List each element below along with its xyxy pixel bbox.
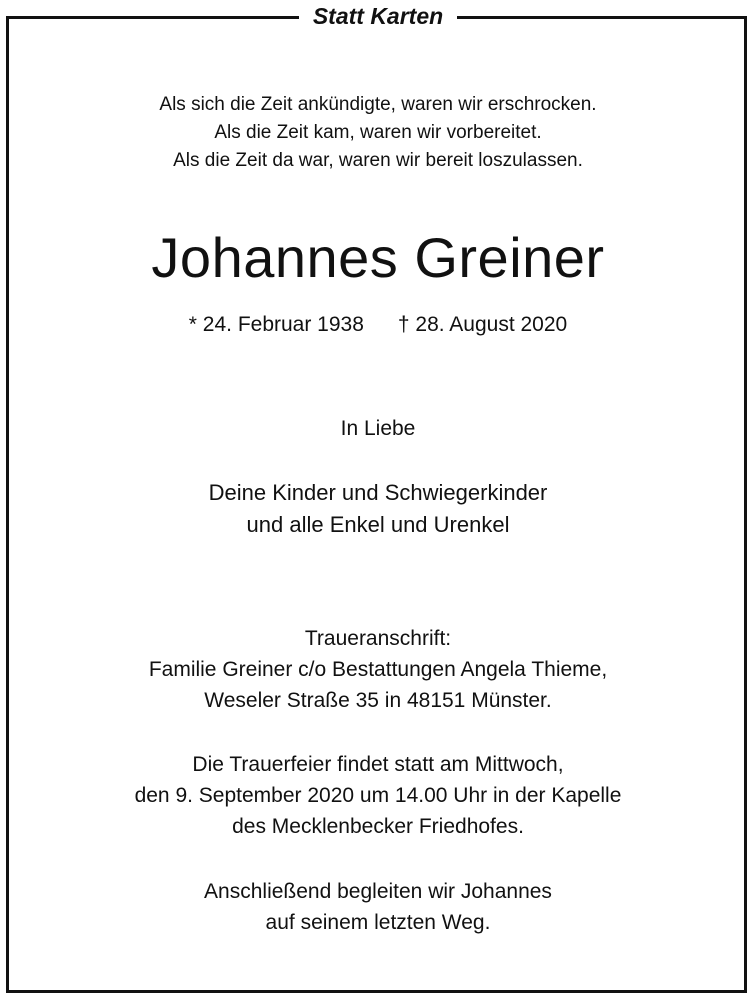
- mourners-block: [0, 477, 756, 541]
- header-title: Statt Karten: [299, 1, 457, 31]
- mourning-address-block: [0, 623, 756, 716]
- ceremony-line: den 9. September 2020 um 14.00 Uhr in der Kapelle: [134, 784, 622, 807]
- address-line: Weseler Straße 35 in 48151 Münster.: [204, 689, 552, 712]
- birth-date: * 24. Februar 1938: [188, 313, 364, 336]
- closing-line: auf seinem letzten Weg.: [265, 911, 491, 934]
- closing-block: [0, 876, 756, 938]
- deceased-name: Johannes Greiner: [151, 226, 605, 289]
- address-line: Traueranschrift:: [304, 627, 452, 650]
- closing-line: Anschließend begleiten wir Johannes: [204, 880, 552, 903]
- ceremony-line: des Mecklenbecker Friedhofes.: [232, 815, 524, 838]
- address-line: Familie Greiner c/o Bestattungen Angela Thieme,: [148, 658, 608, 681]
- ceremony-block: [0, 749, 756, 842]
- mourners-line: Deine Kinder und Schwiegerkinder: [208, 480, 548, 505]
- ceremony-line: Die Trauerfeier findet statt am Mittwoch,: [192, 753, 564, 776]
- verse-line: Als die Zeit kam, waren wir vorbereitet.: [214, 122, 542, 143]
- mourners-line: und alle Enkel und Urenkel: [246, 512, 510, 537]
- header-label: [0, 1, 756, 31]
- verse-block: [0, 91, 756, 175]
- in-love-line: In Liebe: [340, 417, 416, 440]
- verse-line: Als die Zeit da war, waren wir bereit loszulassen.: [173, 150, 583, 171]
- death-date: † 28. August 2020: [397, 313, 568, 336]
- life-dates: [0, 309, 756, 341]
- verse-line: Als sich die Zeit ankündigte, waren wir erschrocken.: [159, 94, 597, 115]
